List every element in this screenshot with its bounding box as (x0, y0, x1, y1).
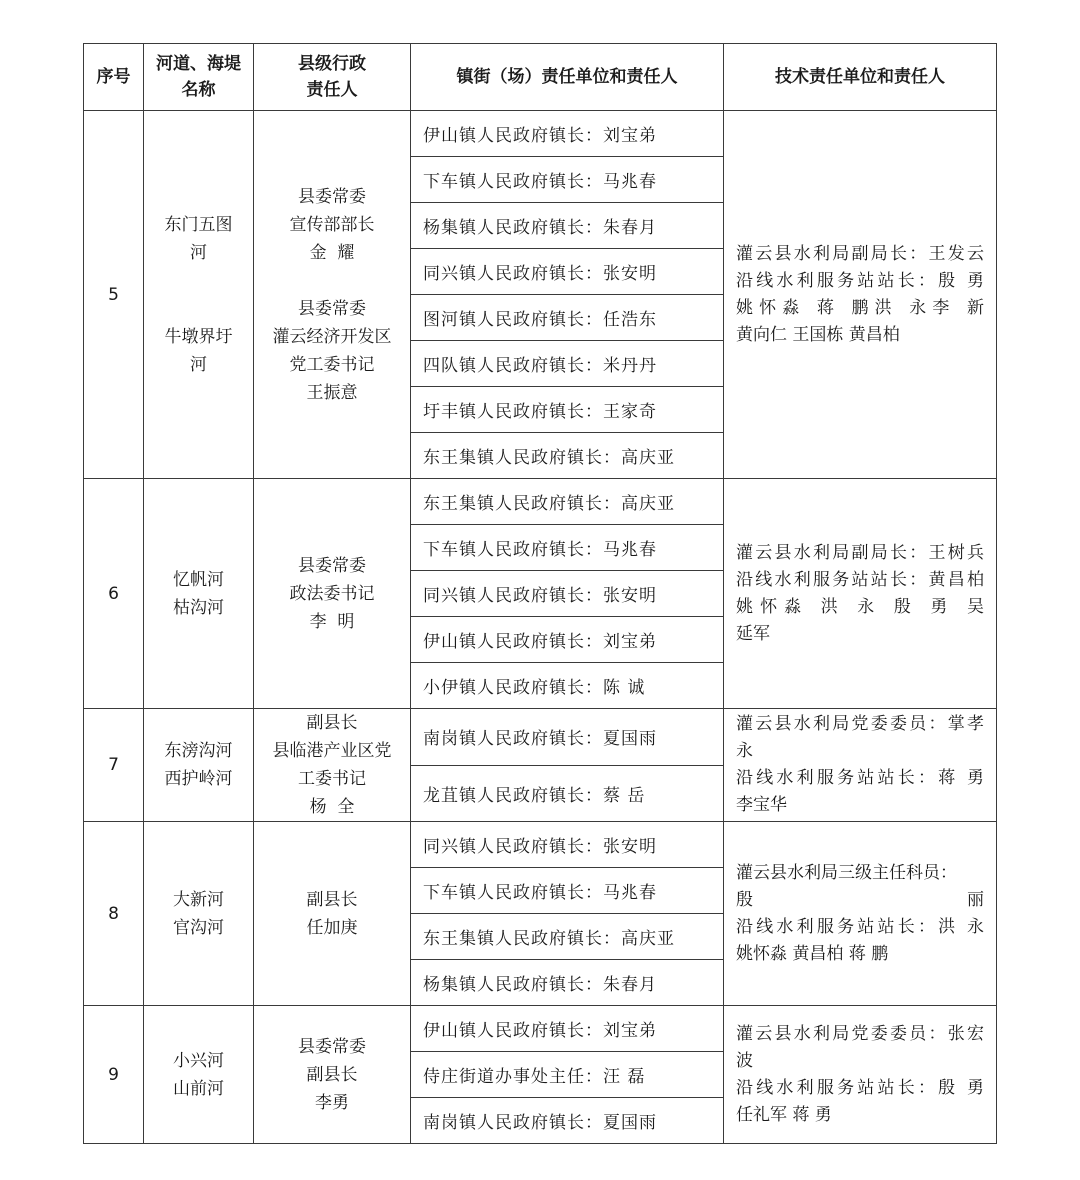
tech-responsible-line: 沿线水利服务站站长：黄昌柏 (736, 569, 984, 590)
county-leader-line: 王振意 (306, 382, 358, 403)
tech-responsible-line: 灌云县水利局党委委员：掌孝 (736, 714, 984, 734)
county-leader-line: 李 明 (309, 611, 355, 632)
tech-responsible-cell (724, 1006, 997, 1144)
tech-responsible-cell (724, 709, 997, 822)
river-name-cell (144, 822, 254, 1006)
row-seq-cell: 9 (84, 1006, 144, 1144)
county-leader-line: 副县长 (306, 1064, 358, 1085)
county-leader-line: 县委常委 (298, 298, 366, 319)
row-seq-cell: 5 (84, 111, 144, 479)
county-leader-line: 县委常委 (298, 555, 366, 576)
town-responsible-cell: 下车镇人民政府镇长：马兆春 (411, 525, 724, 571)
tech-responsible-line: 灌云县水利局三级主任科员： (736, 862, 957, 883)
town-responsible-cell: 侍庄街道办事处主任：汪 磊 (411, 1052, 724, 1098)
county-leader-line: 县委常委 (298, 1036, 366, 1057)
town-responsible-cell: 伊山镇人民政府镇长：刘宝弟 (411, 1006, 724, 1052)
tech-responsible-line: 沿线水利服务站站长：蒋 勇 (736, 768, 984, 788)
river-name-line: 西护岭河 (164, 769, 233, 789)
county-leader-cell (254, 822, 411, 1006)
town-responsible-cell: 同兴镇人民政府镇长：张安明 (411, 249, 724, 295)
river-name-line: 山前河 (173, 1078, 224, 1099)
county-leader-line: 金 耀 (309, 242, 355, 263)
town-responsible-cell: 下车镇人民政府镇长：马兆春 (411, 157, 724, 203)
river-name-line: 官沟河 (173, 917, 224, 938)
river-name-line: 河 (190, 354, 207, 375)
header-river (144, 44, 254, 111)
header-leader (254, 44, 411, 111)
town-responsible-cell: 南岗镇人民政府镇长：夏国雨 (411, 709, 724, 766)
row-seq-cell: 6 (84, 479, 144, 709)
table-row (84, 822, 997, 868)
county-leader-line: 副县长 (306, 713, 358, 733)
tech-responsible-line: 任礼军 蒋 勇 (736, 1104, 832, 1125)
county-leader-line: 宣传部部长 (289, 214, 375, 235)
table-row (84, 709, 997, 766)
tech-responsible-line: 灌云县水利局党委委员：张宏 (736, 1023, 984, 1044)
river-name-line: 大新河 (173, 889, 224, 910)
town-responsible-cell: 下车镇人民政府镇长：马兆春 (411, 868, 724, 914)
tech-responsible-line: 李宝华 (736, 795, 787, 815)
tech-responsible-line: 延军 (736, 623, 770, 644)
header-leader-line: 责任人 (306, 80, 358, 100)
header-town-line: 镇街（场）责任单位和责任人 (456, 67, 678, 87)
river-name-cell (144, 709, 254, 822)
header-river-line: 名称 (181, 80, 216, 100)
tech-responsible-line: 灌云县水利局副局长：王树兵 (736, 542, 984, 563)
header-leader-line: 县级行政 (298, 54, 366, 74)
river-name-line (144, 295, 253, 323)
town-responsible-cell: 杨集镇人民政府镇长：朱春月 (411, 203, 724, 249)
county-leader-line: 工委书记 (298, 769, 366, 789)
county-leader-cell (254, 1006, 411, 1144)
tech-responsible-line: 沿线水利服务站站长：殷 勇 (736, 270, 984, 291)
county-leader-line: 副县长 (306, 889, 358, 910)
county-leader-line: 县委常委 (298, 186, 366, 207)
river-name-cell (144, 111, 254, 479)
tech-responsible-cell (724, 479, 997, 709)
town-responsible-cell: 东王集镇人民政府镇长：高庆亚 (411, 914, 724, 960)
tech-responsible-line: 灌云县水利局副局长：王发云 (736, 243, 984, 264)
county-leader-line: 任加庚 (306, 917, 358, 938)
town-responsible-cell: 东王集镇人民政府镇长：高庆亚 (411, 479, 724, 525)
town-responsible-cell: 圩丰镇人民政府镇长：王家奇 (411, 387, 724, 433)
river-name-line (144, 267, 253, 295)
town-responsible-cell: 四队镇人民政府镇长：米丹丹 (411, 341, 724, 387)
river-name-line: 牛墩界圩 (164, 326, 233, 347)
town-responsible-cell: 同兴镇人民政府镇长：张安明 (411, 571, 724, 617)
county-leader-cell (254, 479, 411, 709)
row-seq-cell: 8 (84, 822, 144, 1006)
town-responsible-cell: 东王集镇人民政府镇长：高庆亚 (411, 433, 724, 479)
river-name-line: 忆帆河 (173, 569, 224, 590)
town-responsible-cell: 伊山镇人民政府镇长：刘宝弟 (411, 111, 724, 157)
town-responsible-cell: 南岗镇人民政府镇长：夏国雨 (411, 1098, 724, 1144)
county-leader-cell (254, 709, 411, 822)
county-leader-line: 李勇 (315, 1092, 349, 1113)
river-name-cell (144, 1006, 254, 1144)
river-name-line: 河 (190, 242, 207, 263)
river-name-cell (144, 479, 254, 709)
tech-responsible-cell (724, 111, 997, 479)
tech-responsible-line: 殷 丽 (736, 889, 984, 910)
river-name-line: 枯沟河 (173, 597, 224, 618)
header-seq (84, 44, 144, 111)
row-seq-cell: 7 (84, 709, 144, 822)
county-leader-line: 杨 全 (309, 797, 355, 817)
river-name-line: 东滂沟河 (164, 741, 233, 761)
town-responsible-cell: 杨集镇人民政府镇长：朱春月 (411, 960, 724, 1006)
county-leader-line (254, 267, 410, 295)
county-leader-line: 灌云经济开发区 (272, 326, 392, 347)
table-row (84, 111, 997, 157)
header-seq-line: 序号 (96, 67, 131, 87)
town-responsible-cell: 龙苴镇人民政府镇长：蔡 岳 (411, 765, 724, 822)
tech-responsible-line: 沿线水利服务站站长：洪 永 (736, 916, 984, 937)
table-row (84, 1006, 997, 1052)
header-tech (724, 44, 997, 111)
responsibility-table (83, 43, 997, 1144)
tech-responsible-line: 沿线水利服务站站长：殷 勇 (736, 1077, 984, 1098)
river-name-line: 小兴河 (173, 1050, 224, 1071)
tech-responsible-cell (724, 822, 997, 1006)
town-responsible-cell: 伊山镇人民政府镇长：刘宝弟 (411, 617, 724, 663)
tech-responsible-line: 黄向仁 王国栋 黄昌柏 (736, 324, 900, 345)
tech-responsible-line: 姚怀淼 洪 永 殷 勇 吴 (736, 596, 984, 617)
county-leader-line: 政法委书记 (289, 583, 375, 604)
header-tech-line: 技术责任单位和责任人 (775, 67, 945, 87)
tech-responsible-line: 波 (736, 1050, 753, 1071)
tech-responsible-line: 姚怀淼 蒋 鹏洪 永李 新 (736, 297, 984, 318)
river-name-line: 东门五图 (164, 214, 233, 235)
table-row (84, 479, 997, 525)
header-town (411, 44, 724, 111)
header-row (84, 44, 997, 111)
town-responsible-cell: 图河镇人民政府镇长：任浩东 (411, 295, 724, 341)
town-responsible-cell: 小伊镇人民政府镇长：陈 诚 (411, 663, 724, 709)
county-leader-cell (254, 111, 411, 479)
header-river-line: 河道、海堤 (156, 54, 241, 74)
county-leader-line: 县临港产业区党 (272, 741, 392, 761)
table-body (84, 111, 997, 1144)
town-responsible-cell: 同兴镇人民政府镇长：张安明 (411, 822, 724, 868)
county-leader-line: 党工委书记 (289, 354, 375, 375)
tech-responsible-line: 永 (736, 741, 753, 761)
tech-responsible-line: 姚怀淼 黄昌柏 蒋 鹏 (736, 943, 889, 964)
